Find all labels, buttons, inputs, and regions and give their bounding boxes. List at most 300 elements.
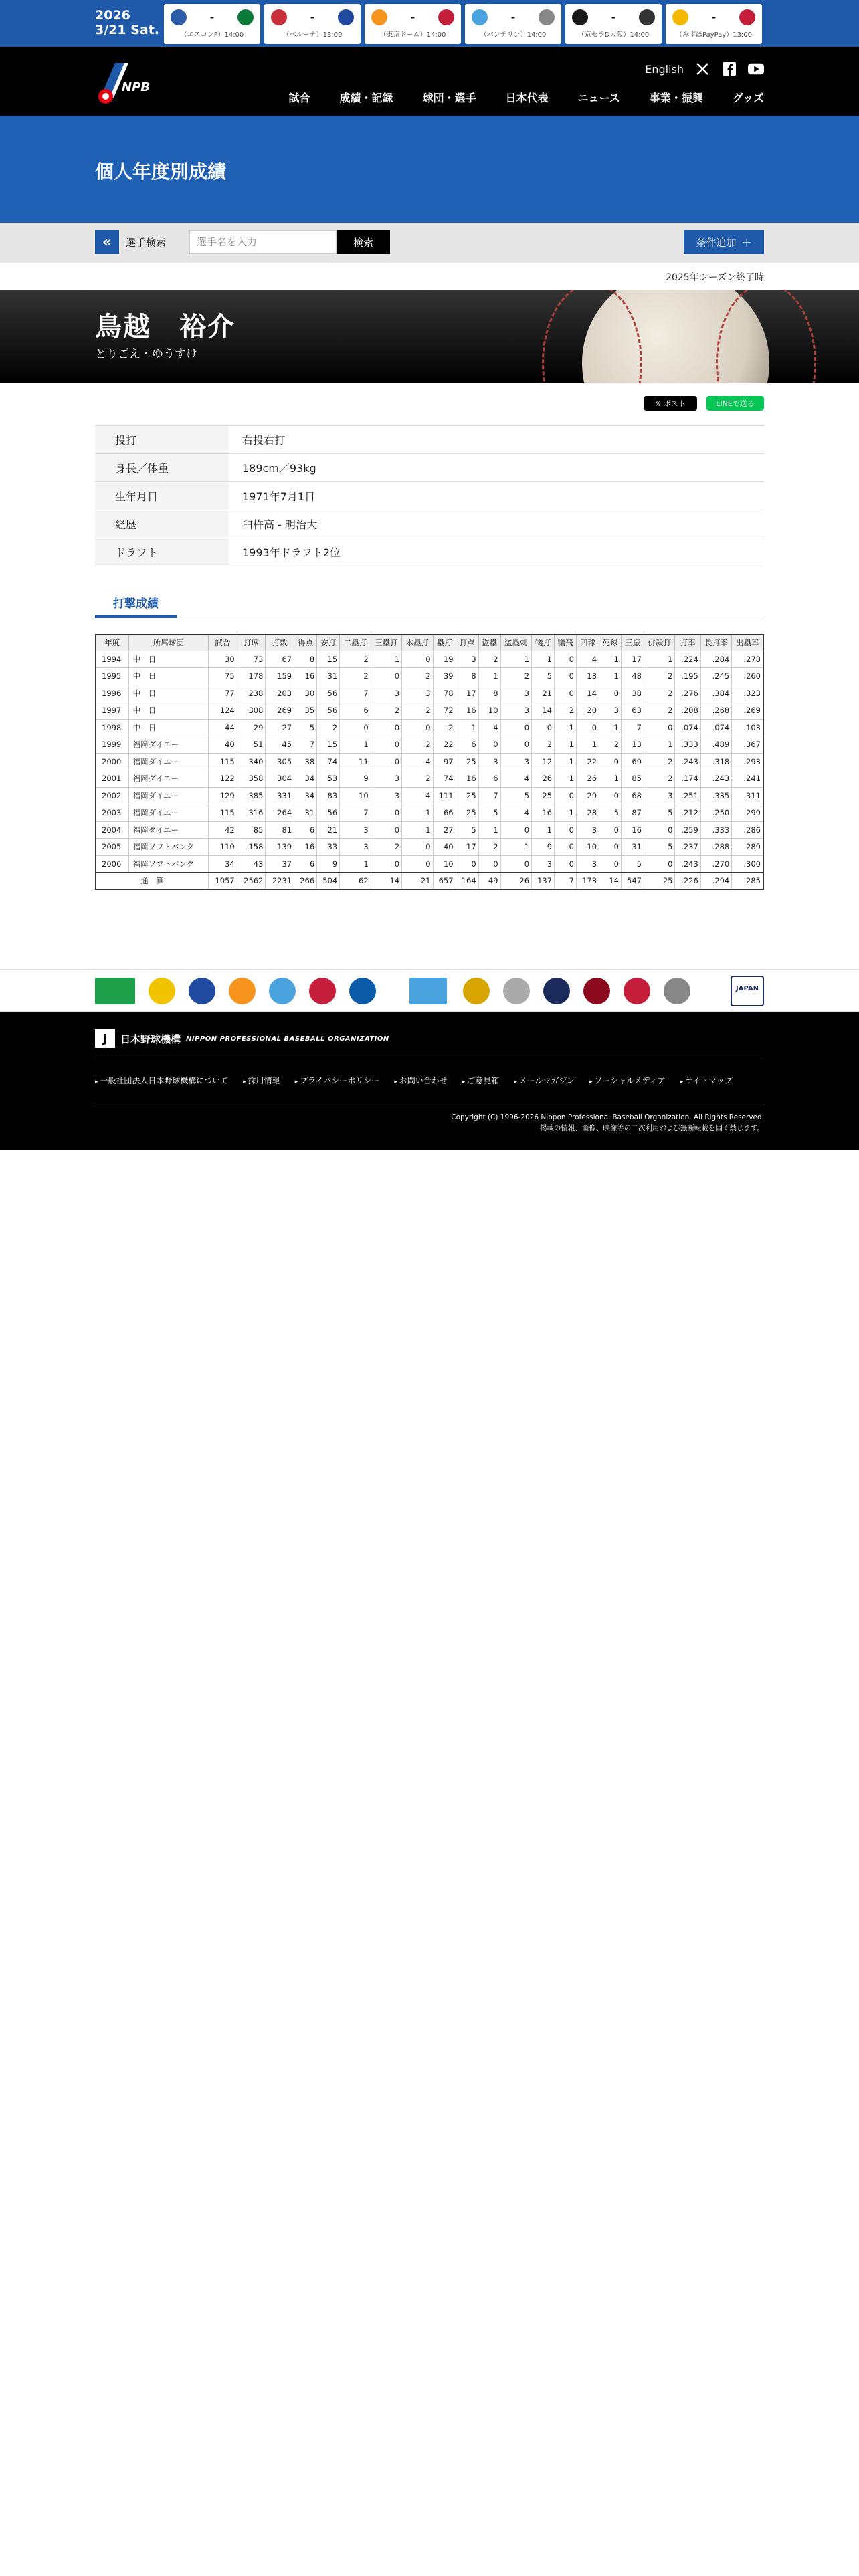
npb-logo[interactable]	[95, 59, 151, 106]
stats-cell: 福岡ソフトバンク	[128, 839, 208, 856]
stats-column-header: 安打	[317, 635, 340, 651]
stats-cell: 115	[209, 804, 237, 822]
stats-cell: 8	[478, 685, 500, 702]
score-strip	[0, 0, 859, 47]
profile-row	[95, 426, 764, 454]
game-score: -	[510, 11, 516, 23]
buffaloes-logo[interactable]	[624, 978, 650, 1004]
stats-cell: .208	[675, 702, 700, 720]
stats-cell: .286	[732, 821, 763, 839]
stats-cell: 福岡ダイエー	[128, 736, 208, 754]
x-post-button[interactable]	[644, 396, 697, 411]
tigers-logo[interactable]	[149, 978, 175, 1004]
stats-cell: 0	[478, 855, 500, 873]
stats-cell: 78	[433, 685, 456, 702]
stats-cell: 22	[576, 753, 599, 770]
game-card[interactable]	[565, 4, 662, 44]
stats-cell: 74	[317, 753, 340, 770]
stats-cell: 1	[555, 736, 577, 754]
stats-column-header: 盗塁刺	[500, 635, 531, 651]
table-row	[96, 839, 763, 856]
footer-logo[interactable]	[95, 1029, 389, 1048]
table-row	[96, 719, 763, 736]
stats-cell: 0	[402, 839, 433, 856]
stats-column-header: 打席	[237, 635, 266, 651]
stats-cell: 3	[340, 839, 371, 856]
player-search-bar	[0, 223, 859, 263]
batting-stats-table	[95, 634, 764, 890]
stats-cell: 2	[599, 736, 622, 754]
stats-cell: 44	[209, 719, 237, 736]
profile-value: 1993年ドラフト2位	[242, 546, 341, 559]
stats-cell: 178	[237, 668, 266, 685]
npb-logo-text: NPB	[122, 80, 150, 94]
stats-cell: .276	[675, 685, 700, 702]
stats-cell: 3	[371, 685, 401, 702]
stats-cell: 3	[371, 787, 401, 804]
stats-cell: 1	[371, 651, 401, 668]
stats-cell: .237	[675, 839, 700, 856]
stats-cell: 31	[621, 839, 644, 856]
search-label: 選手検索	[126, 237, 167, 249]
stats-cell: 1	[500, 839, 531, 856]
stats-column-header: 打率	[675, 635, 700, 651]
stats-cell: 1	[532, 651, 555, 668]
stats-cell: 269	[266, 702, 294, 720]
stats-cell: .333	[700, 821, 731, 839]
stats-column-header: 打点	[456, 635, 478, 651]
stats-cell: 28	[576, 804, 599, 822]
stats-cell: 34	[294, 787, 317, 804]
game-score: -	[611, 11, 616, 23]
stats-cell: 3	[456, 651, 478, 668]
profile-value: 臼杵高 - 明治大	[242, 518, 317, 531]
stats-cell: .299	[732, 804, 763, 822]
profile-row	[95, 454, 764, 482]
stats-cell: .245	[700, 668, 731, 685]
facebook-icon[interactable]	[721, 62, 737, 76]
away-team-logo	[237, 9, 254, 25]
stats-cell: 45	[266, 736, 294, 754]
stats-column-header: 打数	[266, 635, 294, 651]
stats-cell: 1997	[96, 702, 128, 720]
stats-cell: .259	[675, 821, 700, 839]
stats-column-header: 盗塁	[478, 635, 500, 651]
carp-logo[interactable]	[309, 978, 336, 1004]
player-banner	[0, 290, 859, 383]
stats-cell: 158	[237, 839, 266, 856]
stats-cell: 0	[555, 651, 577, 668]
away-team-logo	[438, 9, 454, 25]
english-link[interactable]: English	[645, 62, 684, 76]
stats-cell: 6	[340, 702, 371, 720]
stats-cell: 1	[500, 651, 531, 668]
stats-cell: 19	[433, 651, 456, 668]
stats-cell: 38	[294, 753, 317, 770]
stats-cell: 305	[266, 753, 294, 770]
game-score: -	[410, 11, 415, 23]
stats-cell: 2	[402, 668, 433, 685]
stats-cell: 137	[532, 873, 555, 890]
stats-cell: 1	[599, 770, 622, 788]
stats-cell: 0	[555, 685, 577, 702]
stats-cell: 2	[478, 839, 500, 856]
stats-cell: 5	[532, 668, 555, 685]
stats-cell: 29	[237, 719, 266, 736]
stats-cell: 0	[500, 821, 531, 839]
stats-cell: .074	[700, 719, 731, 736]
nav-item[interactable]: グッズ	[732, 92, 764, 104]
stats-cell: 39	[433, 668, 456, 685]
nav-item[interactable]: 事業・振興	[649, 92, 703, 104]
youtube-icon[interactable]	[748, 62, 764, 76]
stats-column-header: 所属球団	[128, 635, 208, 651]
footer-link[interactable]: ▸ プライバシーポリシー	[295, 1075, 380, 1086]
stats-cell: 2	[478, 651, 500, 668]
stats-cell: 2	[371, 702, 401, 720]
stats-cell: 1995	[96, 668, 128, 685]
stats-cell: .323	[732, 685, 763, 702]
stats-column-header: 三振	[621, 635, 644, 651]
stats-cell: 0	[371, 736, 401, 754]
stats-cell: 3	[644, 787, 675, 804]
eagles-logo[interactable]	[583, 978, 610, 1004]
player-kana: とりごえ・ゆうすけ	[95, 348, 197, 361]
profile-label: 生年月日	[95, 482, 229, 510]
stats-cell: 福岡ダイエー	[128, 821, 208, 839]
stats-cell: 25	[456, 753, 478, 770]
stats-cell: 0	[555, 668, 577, 685]
stats-cell: 48	[621, 668, 644, 685]
npb2-logo[interactable]	[664, 978, 690, 1004]
stats-cell: 385	[237, 787, 266, 804]
stats-cell: 13	[576, 668, 599, 685]
fighters-logo[interactable]	[463, 978, 490, 1004]
game-venue-time: （東京ドーム）14:00	[379, 31, 446, 39]
stats-cell: 1	[340, 855, 371, 873]
stats-cell: 0	[371, 753, 401, 770]
stats-cell: 1999	[96, 736, 128, 754]
stats-cell: 22	[433, 736, 456, 754]
x-icon: 𝕏	[655, 399, 661, 408]
stats-cell: 124	[209, 702, 237, 720]
lions-logo[interactable]	[543, 978, 570, 1004]
samurai-japan-logo[interactable]	[731, 976, 764, 1006]
stats-cell: .174	[675, 770, 700, 788]
stats-column-header: 長打率	[700, 635, 731, 651]
stats-cell: 31	[317, 668, 340, 685]
stats-cell: 657	[433, 873, 456, 890]
stats-cell: 56	[317, 685, 340, 702]
footer-link[interactable]: ▸ ご意見箱	[462, 1075, 499, 1086]
stats-cell: 1998	[96, 719, 128, 736]
stats-cell: 2	[644, 702, 675, 720]
stats-cell: 2	[371, 839, 401, 856]
stats-cell: 40	[433, 839, 456, 856]
stats-cell: 11	[340, 753, 371, 770]
team-logo-strip	[0, 969, 859, 1012]
footer-link[interactable]: ▸ 採用情報	[243, 1075, 280, 1086]
table-row	[96, 787, 763, 804]
stats-cell: 3	[478, 753, 500, 770]
collapse-toggle-button[interactable]	[95, 230, 119, 254]
stats-cell: 66	[433, 804, 456, 822]
stats-cell: 33	[317, 839, 340, 856]
stats-cell: .243	[700, 770, 731, 788]
stats-cell: 7	[555, 873, 577, 890]
footer-org-name: 日本野球機構	[120, 1033, 181, 1045]
stats-cell: 4	[402, 787, 433, 804]
stats-cell: 20	[576, 702, 599, 720]
stats-cell: 2	[555, 702, 577, 720]
stats-cell: 5	[500, 787, 531, 804]
stats-cell: 111	[433, 787, 456, 804]
table-row	[96, 855, 763, 873]
footer-links	[95, 1075, 733, 1086]
game-card[interactable]	[465, 4, 561, 44]
footer-org-name-en: NIPPON PROFESSIONAL BASEBALL ORGANIZATION	[186, 1035, 389, 1043]
stats-cell: 6	[294, 855, 317, 873]
stats-cell: 13	[621, 736, 644, 754]
stats-cell: 63	[621, 702, 644, 720]
table-row	[96, 702, 763, 720]
player-search-input[interactable]	[189, 230, 337, 254]
plus-icon: ＋	[741, 236, 752, 249]
stats-cell: 2003	[96, 804, 128, 822]
strip-date	[95, 8, 159, 37]
profile-label: 身長／体重	[95, 454, 229, 482]
stats-cell: 0	[478, 736, 500, 754]
stats-cell: 15	[317, 736, 340, 754]
reuse-notice: 掲載の情報、画像、映像等の二次利用および無断転載を固く禁じます。	[539, 1124, 764, 1132]
baystars-logo[interactable]	[189, 978, 215, 1004]
stats-cell: 5	[599, 804, 622, 822]
stats-cell: 34	[294, 770, 317, 788]
stats-cell: 1	[478, 821, 500, 839]
stats-cell: 3	[402, 685, 433, 702]
hawks-logo[interactable]	[409, 978, 447, 1004]
game-venue-time: （バンテリン）14:00	[480, 31, 547, 39]
stats-cell: 7	[340, 804, 371, 822]
stats-column-header: 年度	[96, 635, 128, 651]
total-row	[96, 873, 763, 890]
stats-column-header: 犠打	[532, 635, 555, 651]
game-card[interactable]	[164, 4, 260, 44]
stats-cell: 31	[294, 804, 317, 822]
stats-cell: .300	[732, 855, 763, 873]
stats-cell: 1	[340, 736, 371, 754]
stats-cell: 16	[532, 804, 555, 822]
stats-cell: 2	[340, 651, 371, 668]
player-name: 鳥越 裕介	[95, 312, 235, 342]
table-row	[96, 685, 763, 702]
npb-logo[interactable]	[95, 978, 135, 1004]
table-row	[96, 753, 763, 770]
stats-cell: 10	[478, 702, 500, 720]
stats-cell: 10	[340, 787, 371, 804]
stats-cell: 122	[209, 770, 237, 788]
stats-cell: 25	[644, 873, 675, 890]
footer-link[interactable]: ▸ ソーシャルメディア	[589, 1075, 666, 1086]
footer-copyright	[451, 1112, 764, 1134]
stats-cell: 30	[294, 685, 317, 702]
stats-cell: 9	[340, 770, 371, 788]
stats-cell: 2	[644, 668, 675, 685]
stats-cell: 97	[433, 753, 456, 770]
stats-cell: 2000	[96, 753, 128, 770]
profile-row	[95, 538, 764, 566]
stats-cell: 26	[500, 873, 531, 890]
stats-cell: 1994	[96, 651, 128, 668]
stats-cell: 15	[317, 651, 340, 668]
npb-mark-icon: J	[95, 1029, 115, 1048]
stats-cell: .318	[700, 753, 731, 770]
profile-row	[95, 510, 764, 538]
stats-cell: 266	[294, 873, 317, 890]
stats-header-row	[96, 635, 763, 651]
nav-item[interactable]: ニュース	[577, 92, 620, 104]
search-button[interactable]: 検索	[337, 230, 390, 254]
stats-cell: 4	[402, 753, 433, 770]
stats-cell: 0	[402, 719, 433, 736]
stats-cell: 115	[209, 753, 237, 770]
stats-cell: .241	[732, 770, 763, 788]
stats-cell: 0	[402, 855, 433, 873]
stats-cell: 1	[599, 651, 622, 668]
stats-cell: 81	[266, 821, 294, 839]
giants-logo[interactable]	[229, 978, 256, 1004]
stats-cell: 2	[532, 736, 555, 754]
stats-cell: 164	[456, 873, 478, 890]
stats-cell: 2231	[266, 873, 294, 890]
game-card[interactable]	[365, 4, 461, 44]
tab-batting-stats[interactable]: 打撃成績	[95, 594, 177, 618]
stats-cell: .260	[732, 668, 763, 685]
stats-cell: 304	[266, 770, 294, 788]
stats-cell: 2005	[96, 839, 128, 856]
dragons-logo[interactable]	[349, 978, 376, 1004]
stats-cell: .284	[700, 651, 731, 668]
stats-cell: 3	[532, 855, 555, 873]
stats-cell: 67	[266, 651, 294, 668]
footer-link[interactable]: ▸ サイトマップ	[680, 1075, 733, 1086]
nav-item[interactable]: 試合	[288, 92, 310, 104]
stats-cell: 331	[266, 787, 294, 804]
stats-cell: .195	[675, 668, 700, 685]
stats-cell: .268	[700, 702, 731, 720]
stats-cell: 10	[433, 855, 456, 873]
stats-cell: 129	[209, 787, 237, 804]
stats-cell: 3	[500, 685, 531, 702]
swallows-logo[interactable]	[269, 978, 296, 1004]
stats-cell: 1	[555, 804, 577, 822]
nav-item[interactable]: 日本代表	[505, 92, 549, 104]
stats-cell: 0	[599, 753, 622, 770]
stats-cell: 12	[532, 753, 555, 770]
stats-cell: .224	[675, 651, 700, 668]
footer-link[interactable]: ▸ 一般社団法人日本野球機構について	[95, 1075, 228, 1086]
x-post-label: ポスト	[663, 399, 686, 408]
stats-cell: 1	[644, 736, 675, 754]
stats-cell: 51	[237, 736, 266, 754]
stats-cell: 0	[371, 821, 401, 839]
stats-cell: 1	[555, 770, 577, 788]
profile-label: 投打	[95, 426, 229, 454]
stats-cell: 中 日	[128, 651, 208, 668]
add-condition-button[interactable]	[684, 230, 764, 254]
stats-cell: 7	[340, 685, 371, 702]
stats-cell: 福岡ダイエー	[128, 770, 208, 788]
stats-cell: 504	[317, 873, 340, 890]
stats-cell: 43	[237, 855, 266, 873]
double-chevron-left-icon: «	[102, 233, 112, 251]
game-venue-time: （エスコンF）14:00	[180, 31, 244, 39]
stats-cell: 29	[576, 787, 599, 804]
game-venue-time: （京セラD大阪）14:00	[577, 31, 650, 39]
stats-cell: 16	[294, 668, 317, 685]
stats-cell: 0	[576, 719, 599, 736]
line-share-button[interactable]: LINEで送る	[706, 396, 764, 411]
stats-cell: .270	[700, 855, 731, 873]
table-row	[96, 736, 763, 754]
footer-link[interactable]: ▸ メールマガジン	[514, 1075, 575, 1086]
away-team-logo	[539, 9, 555, 25]
stats-cell: 9	[317, 855, 340, 873]
stats-cell: 16	[294, 839, 317, 856]
stats-cell: .243	[675, 753, 700, 770]
stats-cell: 308	[237, 702, 266, 720]
stats-cell: 2	[402, 736, 433, 754]
game-card[interactable]	[666, 4, 762, 44]
marines-logo[interactable]	[503, 978, 530, 1004]
stats-cell: 0	[599, 839, 622, 856]
stats-cell: 2	[402, 702, 433, 720]
footer-link[interactable]: ▸ お問い合わせ	[394, 1075, 447, 1086]
stats-cell: 中 日	[128, 702, 208, 720]
strip-date-day: 3/21 Sat.	[95, 23, 160, 37]
stats-cell: .251	[675, 787, 700, 804]
stats-cell: 358	[237, 770, 266, 788]
stats-cell: 4	[576, 651, 599, 668]
stats-cell: 中 日	[128, 685, 208, 702]
stats-cell: 1	[555, 719, 577, 736]
x-icon[interactable]	[694, 62, 710, 76]
stats-cell: 3	[500, 702, 531, 720]
stats-cell: 2	[402, 770, 433, 788]
game-card[interactable]	[264, 4, 361, 44]
stats-cell: 62	[340, 873, 371, 890]
stats-cell: 85	[237, 821, 266, 839]
baseball-image	[582, 290, 769, 383]
stats-cell: .212	[675, 804, 700, 822]
stats-cell: 26	[576, 770, 599, 788]
stats-cell: 2	[500, 668, 531, 685]
nav-item[interactable]: 球団・選手	[422, 92, 476, 104]
away-team-logo	[739, 9, 755, 25]
stats-cell: 0	[555, 839, 577, 856]
stats-cell: 27	[266, 719, 294, 736]
stats-cell: 0	[644, 719, 675, 736]
away-team-logo	[338, 9, 354, 25]
nav-item[interactable]: 成績・記録	[339, 92, 393, 104]
stats-column-header: 四球	[576, 635, 599, 651]
stats-cell: 21	[532, 685, 555, 702]
stats-column-header: 三塁打	[371, 635, 401, 651]
add-condition-label: 条件追加	[696, 236, 737, 249]
stats-cell: 0	[402, 651, 433, 668]
stats-cell: 203	[266, 685, 294, 702]
stats-cell: .384	[700, 685, 731, 702]
